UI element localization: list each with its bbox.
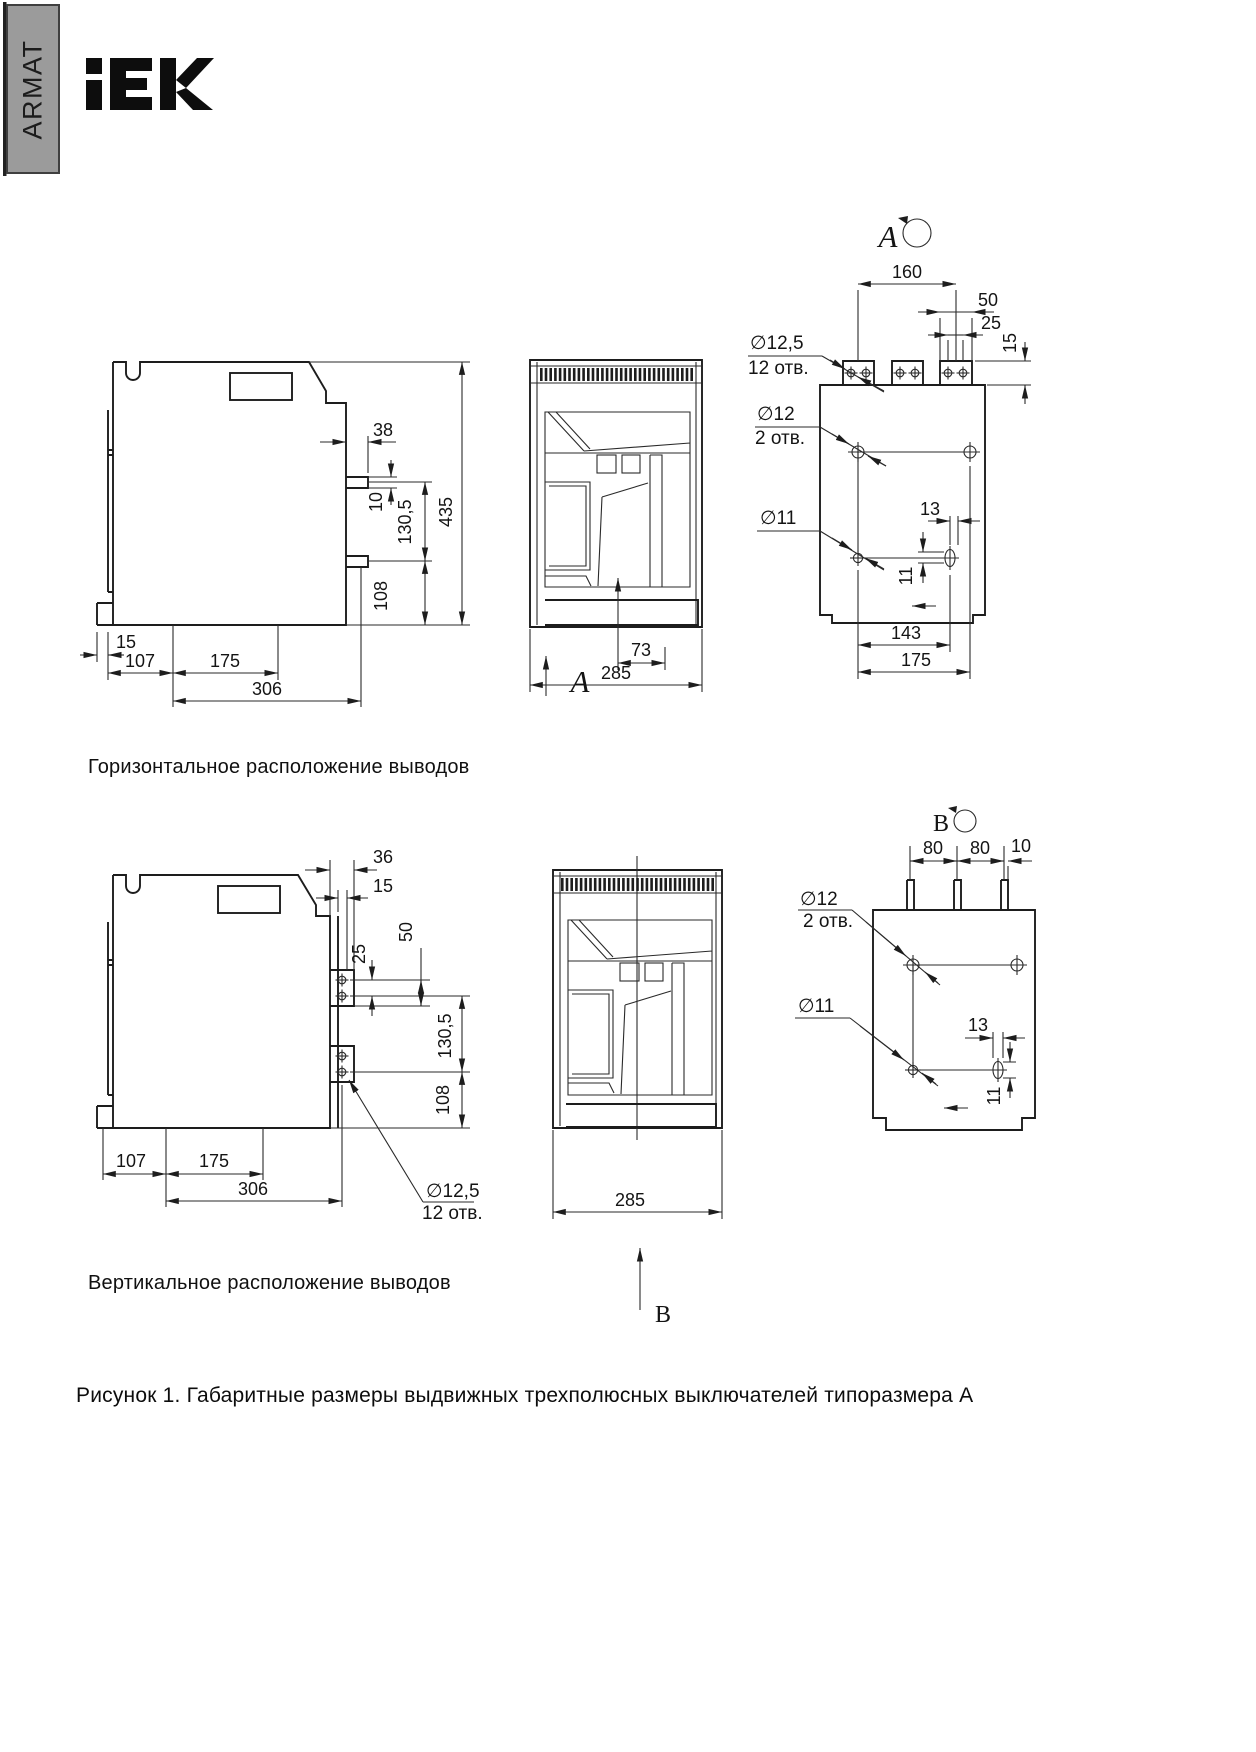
horizontal-front-view [530, 360, 702, 699]
dim-285: 285 [600, 663, 632, 683]
vertical-front-view [553, 856, 722, 1328]
dim-11-v: 11 [984, 1086, 1004, 1106]
dim-10: 10 [366, 491, 386, 513]
dim-435: 435 [436, 496, 456, 528]
view-mark-a: A [878, 219, 898, 254]
dim-107: 107 [124, 651, 156, 671]
dim-130-5-v: 130,5 [435, 1013, 455, 1059]
dim-36: 36 [372, 847, 394, 867]
dim-10: 10 [1010, 836, 1032, 856]
hole-label-d12-5-v: ∅12,5 [426, 1181, 480, 1202]
view-mark-circle-b [954, 810, 976, 832]
view-mark-b: В [932, 811, 950, 837]
dim-285-v: 285 [614, 1190, 646, 1210]
dim-306-v: 306 [237, 1179, 269, 1199]
dim-50: 50 [978, 290, 999, 310]
dim-175-rear: 175 [900, 650, 932, 670]
dim-175: 175 [209, 651, 241, 671]
horizontal-rear-view [748, 216, 1031, 679]
dim-306: 306 [251, 679, 283, 699]
dim-15-v: 15 [372, 876, 394, 896]
dim-73: 73 [630, 640, 652, 660]
view-arrow-label-b: В [654, 1302, 672, 1328]
view-mark-circle [903, 219, 931, 247]
dim-160: 160 [891, 262, 923, 282]
dim-108: 108 [371, 580, 391, 612]
hole-label-d12-count: 2 отв. [755, 428, 806, 449]
vertical-side-view [97, 847, 483, 1224]
dim-107-v: 107 [115, 1151, 147, 1171]
view-arrow-label-a: A [570, 664, 590, 699]
hole-label-d11-v: ∅11 [798, 996, 835, 1017]
dim-15-rear: 15 [1000, 332, 1020, 354]
dim-80-b: 80 [969, 838, 991, 858]
dim-11: 11 [896, 566, 916, 586]
dim-130-5: 130,5 [395, 499, 415, 545]
hole-label-d12: ∅12 [757, 404, 795, 425]
dim-15: 15 [115, 632, 137, 652]
hole-label-d11: ∅11 [760, 508, 797, 529]
hole-label-d12-5-count: 12 отв. [748, 358, 809, 379]
armat-side-banner [6, 4, 60, 174]
hole-label-d12-v: ∅12 [800, 889, 838, 910]
caption-vertical-layout: Вертикальное расположение выводов [88, 1272, 451, 1294]
dim-13-v: 13 [967, 1015, 989, 1035]
hole-label-d12-5-count-v: 12 отв. [422, 1203, 483, 1224]
dim-143: 143 [890, 623, 922, 643]
dim-50-v: 50 [396, 921, 416, 943]
hole-label-d12-count-v: 2 отв. [803, 911, 854, 932]
iek-logo [86, 58, 214, 110]
vertical-rear-view [795, 806, 1035, 1130]
dim-38: 38 [372, 420, 394, 440]
figure-caption: Рисунок 1. Габаритные размеры выдвижных трехполюсных выключателей типоразмера А [76, 1384, 974, 1407]
armat-label: ARMAT [17, 39, 48, 139]
dim-13: 13 [919, 499, 941, 519]
dim-25-v: 25 [349, 943, 369, 965]
horizontal-side-view [80, 362, 470, 707]
dim-175-v: 175 [198, 1151, 230, 1171]
hole-label-d12-5: ∅12,5 [750, 333, 804, 354]
dim-25: 25 [981, 313, 1002, 333]
dim-108-v: 108 [433, 1084, 453, 1116]
caption-horizontal-layout: Горизонтальное расположение выводов [88, 756, 470, 778]
dim-80-a: 80 [922, 838, 944, 858]
